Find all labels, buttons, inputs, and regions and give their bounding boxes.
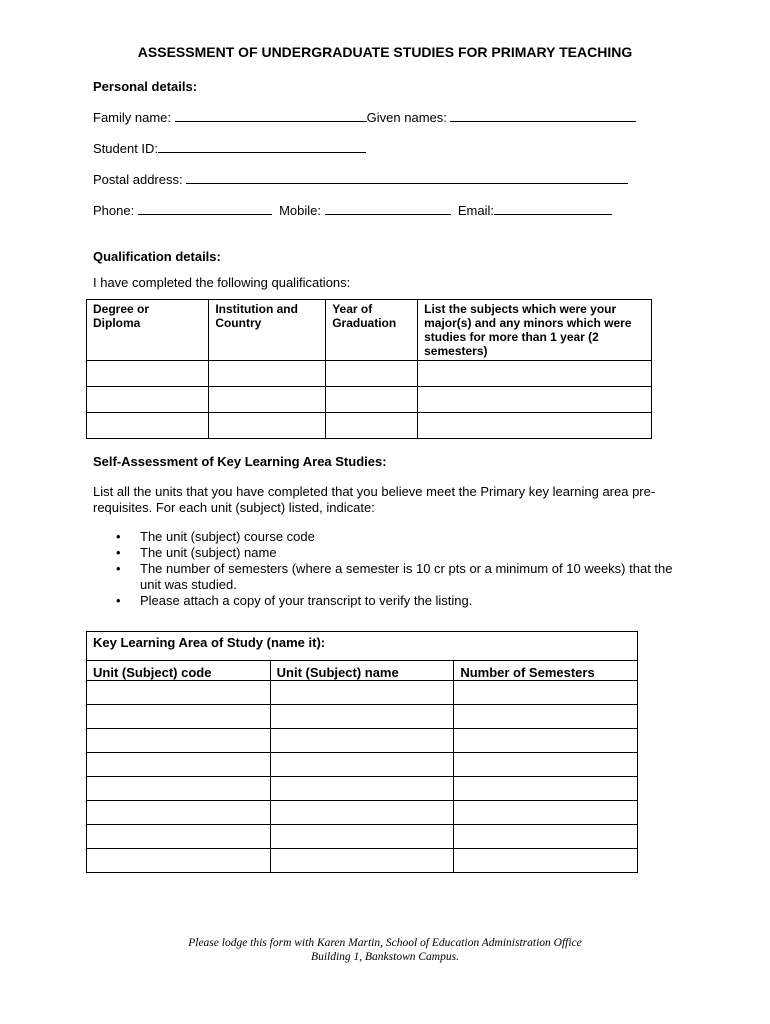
footer-line-1: Please lodge this form with Karen Martin, School of Education Administration Office [188, 937, 582, 949]
contact-row [93, 202, 612, 218]
units-title-row [87, 632, 638, 661]
student-id-field[interactable] [158, 140, 366, 153]
self-assessment-intro: List all the units that you have completed that you believe meet the Primary key learning area pre-requisites. For each unit (subject) listed, indicate: [93, 484, 656, 515]
table-row [87, 413, 652, 439]
table-cell[interactable] [418, 387, 652, 413]
table-cell[interactable] [326, 387, 418, 413]
table-cell[interactable] [454, 777, 638, 801]
table-cell[interactable] [454, 825, 638, 849]
table-cell[interactable] [270, 801, 454, 825]
col-subjects-label: List the subjects which were your major(s) and any minors which were studies for more than 1 year (2 semesters) [424, 302, 632, 358]
given-names-field[interactable] [450, 109, 636, 122]
table-cell[interactable] [326, 361, 418, 387]
table-row [87, 849, 638, 873]
postal-address-row [93, 171, 628, 187]
personal-details-heading: Personal details: [93, 79, 198, 94]
units-header-row [87, 661, 638, 681]
table-cell[interactable] [418, 413, 652, 439]
page-title: ASSESSMENT OF UNDERGRADUATE STUDIES FOR PRIMARY TEACHING [137, 44, 633, 60]
table-cell[interactable] [87, 849, 271, 873]
self-assessment-heading: Self-Assessment of Key Learning Area Studies: [93, 454, 387, 469]
qualification-intro: I have completed the following qualifications: [93, 275, 351, 290]
given-names-label: Given names: [366, 110, 447, 125]
table-cell[interactable] [454, 729, 638, 753]
family-name-row [93, 109, 636, 125]
table-cell[interactable] [270, 705, 454, 729]
email-label: Email: [457, 203, 494, 218]
email-field[interactable] [494, 202, 612, 215]
table-row [87, 387, 652, 413]
table-cell[interactable] [270, 777, 454, 801]
list-item: • The unit (subject) name [112, 545, 712, 561]
table-cell[interactable] [270, 825, 454, 849]
table-cell[interactable] [454, 753, 638, 777]
postal-address-field[interactable] [186, 171, 628, 184]
list-item: • Please attach a copy of your transcript to verify the listing. [112, 593, 712, 609]
family-name-field[interactable] [175, 109, 367, 122]
table-cell[interactable] [454, 849, 638, 873]
table-row [87, 361, 652, 387]
units-table [86, 631, 638, 873]
table-cell[interactable] [87, 729, 271, 753]
table-cell[interactable] [87, 777, 271, 801]
table-cell[interactable] [270, 849, 454, 873]
units-table-title[interactable]: Key Learning Area of Study (name it): [87, 632, 638, 661]
list-item: • The unit (subject) course code [112, 529, 712, 545]
table-cell[interactable] [87, 825, 271, 849]
student-id-label: Student ID: [93, 141, 159, 156]
table-cell[interactable] [87, 753, 271, 777]
table-row [87, 801, 638, 825]
table-cell[interactable] [270, 753, 454, 777]
table-cell[interactable] [87, 361, 209, 387]
table-row [87, 777, 638, 801]
table-cell[interactable] [87, 387, 209, 413]
footer-line-2: Building 1, Bankstown Campus. [311, 951, 459, 963]
table-cell[interactable] [418, 361, 652, 387]
requirements-list [112, 529, 712, 609]
table-row [87, 705, 638, 729]
table-cell[interactable] [454, 705, 638, 729]
col-institution-label: Institution and Country [215, 302, 298, 330]
table-cell[interactable] [270, 681, 454, 705]
qualification-col-header [418, 300, 652, 361]
table-cell[interactable] [87, 413, 209, 439]
qualification-col-header [87, 300, 209, 361]
qualification-col-header [209, 300, 326, 361]
col-unit-code-label: Unit (Subject) code [87, 661, 271, 681]
table-row [87, 753, 638, 777]
mobile-label: Mobile: [279, 203, 321, 218]
table-cell[interactable] [209, 413, 326, 439]
postal-address-label: Postal address: [93, 172, 183, 187]
list-item: • The number of semesters (where a semester is 10 cr pts or a minimum of 10 weeks) that the unit was studied. [112, 561, 680, 593]
phone-label: Phone: [93, 203, 135, 218]
table-row [87, 825, 638, 849]
phone-field[interactable] [138, 202, 272, 215]
table-row [87, 681, 638, 705]
qualification-col-header [326, 300, 418, 361]
col-year-label: Year of Graduation [332, 302, 397, 330]
mobile-field[interactable] [325, 202, 451, 215]
col-unit-name-label: Unit (Subject) name [270, 661, 454, 681]
col-semesters-label: Number of Semesters [454, 661, 638, 681]
student-id-row [93, 140, 366, 156]
table-cell[interactable] [87, 801, 271, 825]
table-cell[interactable] [454, 801, 638, 825]
table-cell[interactable] [87, 705, 271, 729]
footer-note [0, 936, 770, 964]
table-cell[interactable] [270, 729, 454, 753]
table-cell[interactable] [209, 387, 326, 413]
table-cell[interactable] [87, 681, 271, 705]
table-row [87, 729, 638, 753]
table-cell[interactable] [326, 413, 418, 439]
col-degree-label: Degree or Diploma [93, 302, 150, 330]
table-cell[interactable] [209, 361, 326, 387]
table-cell[interactable] [454, 681, 638, 705]
family-name-label: Family name: [93, 110, 172, 125]
qualification-table [86, 299, 652, 439]
qualification-details-heading: Qualification details: [93, 249, 221, 264]
qualification-header-row [87, 300, 652, 361]
